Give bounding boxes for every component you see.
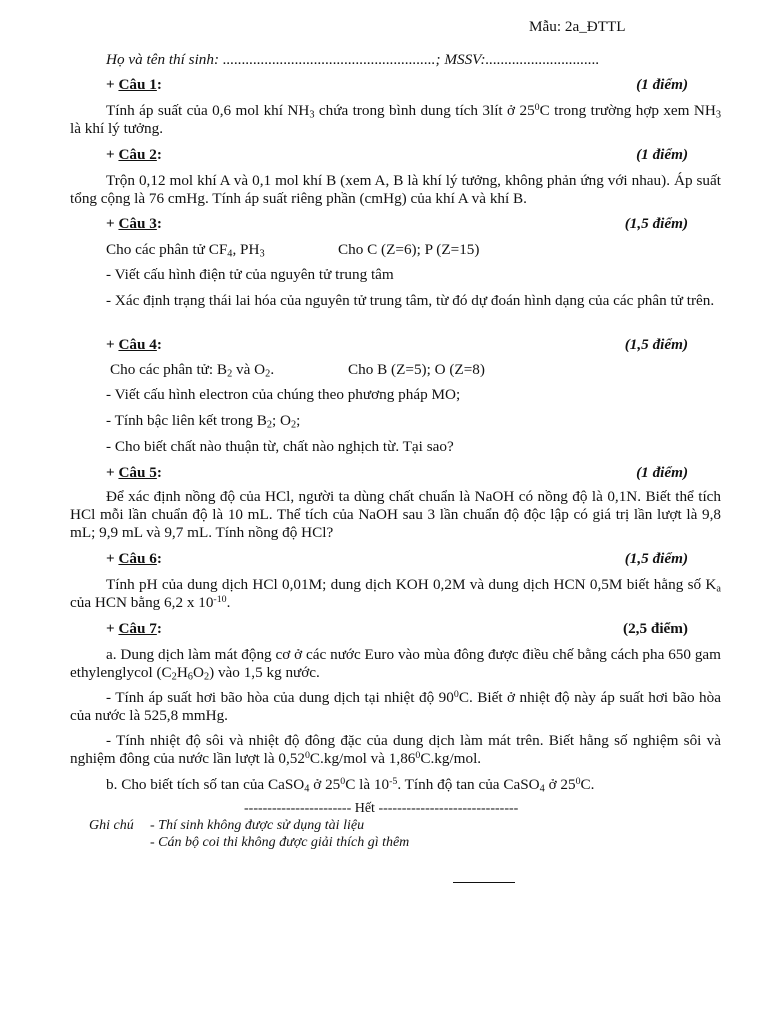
question-1-text: Tính áp suất của 0,6 mol khí $NH_3$ chứa trong bình dung tích 3lít ở $25^0C$ trong trường hợp xem $NH_3$ là khí lý tưởng. xyxy=(70,102,721,137)
question-2-points: (1 điểm) xyxy=(636,146,688,163)
question-3-header: + Câu 3: (1,5 điểm) xyxy=(106,215,688,232)
question-5-label: Câu 5 xyxy=(118,464,157,481)
note-line-1: - Thí sinh không được sử dụng tài liệu xyxy=(150,818,365,833)
question-4-task-2: - Tính bậc liên kết trong $B_2$; $O_2$; xyxy=(106,412,301,431)
question-1-header: + Câu 1: (1 điểm) xyxy=(106,76,688,93)
question-4-points: (1,5 điểm) xyxy=(624,336,688,353)
bottom-divider xyxy=(453,882,515,883)
question-1-points: (1 điểm) xyxy=(636,76,688,93)
question-6-label: Câu 6 xyxy=(118,550,157,567)
question-6-points: (1,5 điểm) xyxy=(624,550,688,567)
candidate-name-label: Họ và tên thí sinh: ........................................................ xyxy=(106,51,436,68)
question-4-header: + Câu 4: (1,5 điểm) xyxy=(106,336,688,353)
end-marker: ----------------------- Hết ------------------------------ xyxy=(244,801,519,816)
question-6-text: Tính pH của dung dịch HCl 0,01M; dung dịch KOH 0,2M và dung dịch HCN 0,5M biết hằng số $K_a$ của HCN bằng 6,2 x $10^{-10}$. xyxy=(70,576,721,611)
question-1-label: Câu 1 xyxy=(118,76,157,93)
candidate-info-line: Họ và tên thí sinh: ........................................................; MSSV:.............................. xyxy=(106,51,600,68)
student-id-label: MSSV:.............................. xyxy=(444,51,600,68)
question-4-label: Câu 4 xyxy=(118,336,157,353)
question-3-label: Câu 3 xyxy=(118,215,157,232)
question-5-header: + Câu 5: (1 điểm) xyxy=(106,464,688,481)
question-5-text: Để xác định nồng độ của HCl, người ta dùng chất chuẩn là NaOH có nồng độ là 0,1N. Biết thể tích HCl mỗi lần chuẩn độ là 10 mL. Thể tích của NaOH sau 3 lần chuẩn độ độc lập có giá trị lần lượt là 9,8 mL; 9,9 mL và 9,7 mL. Tính nồng độ HCl? xyxy=(70,488,721,541)
question-7-part-b: b. Cho biết tích số tan của CaSO$_4$ ở $25^0C$ là $10^{-5}$. Tính độ tan của CaSO$_4$ ở $25^0C$. xyxy=(106,776,595,795)
note-line-2: - Cán bộ coi thi không được giải thích gì thêm xyxy=(150,835,410,850)
question-5-points: (1 điểm) xyxy=(636,464,688,481)
question-6-header: + Câu 6: (1,5 điểm) xyxy=(106,550,688,567)
question-7-points: (2,5 điểm) xyxy=(623,620,688,637)
notes-label: Ghi chú xyxy=(89,818,134,833)
question-3-points: (1,5 điểm) xyxy=(624,215,688,232)
question-2-header: + Câu 2: (1 điểm) xyxy=(106,146,688,163)
question-7-header: + Câu 7: (2,5 điểm) xyxy=(106,620,688,637)
question-3-elements: Cho C (Z=6); P (Z=15) xyxy=(338,241,480,258)
question-4-task-1: - Viết cấu hình electron của chúng theo phương pháp MO; xyxy=(106,386,461,403)
form-code: Mẫu: 2a_ĐTTL xyxy=(529,18,626,35)
question-2-text: Trộn 0,12 mol khí A và 0,1 mol khí B (xem A, B là khí lý tưởng, không phản ứng với nhau). Áp suất tổng cộng là 76 cmHg. Tính áp suất riêng phần (cmHg) của khí A và khí B. xyxy=(70,172,721,207)
question-3-task-2: - Xác định trạng thái lai hóa của nguyên tử trung tâm, từ đó dự đoán hình dạng của các phân tử trên. xyxy=(106,292,715,309)
question-3-molecules: Cho các phân tử $CF_4$, $PH_3$ xyxy=(106,241,265,260)
question-4-elements: Cho B (Z=5); O (Z=8) xyxy=(348,361,485,378)
question-4-task-3: - Cho biết chất nào thuận từ, chất nào nghịch từ. Tại sao? xyxy=(106,438,454,455)
question-2-label: Câu 2 xyxy=(118,146,157,163)
question-7-label: Câu 7 xyxy=(118,620,157,637)
question-7-task-1: - Tính áp suất hơi bão hòa của dung dịch tại nhiệt độ $90^0C$. Biết ở nhiệt độ này áp suất hơi bão hòa của nước là 525,8 mmHg. xyxy=(70,689,721,724)
question-4-molecules: Cho các phân tử: $B_2$ và $O_2$. xyxy=(110,361,275,380)
question-7-part-a: a. Dung dịch làm mát động cơ ở các nước Euro vào mùa đông được điều chế bằng cách pha 650 gam ethylenglycol $(C_2H_6O_2)$ vào 1,5 kg nước. xyxy=(70,646,721,683)
question-3-task-1: - Viết cấu hình điện tử của nguyên tử trung tâm xyxy=(106,266,394,283)
question-7-task-2: - Tính nhiệt độ sôi và nhiệt độ đông đặc của dung dịch làm mát trên. Biết hằng số nghiệm sôi và nghiệm đông của nước lần lượt là 0,52$^0$C.kg/mol và 1,86$^0$C.kg/mol. xyxy=(70,732,721,767)
